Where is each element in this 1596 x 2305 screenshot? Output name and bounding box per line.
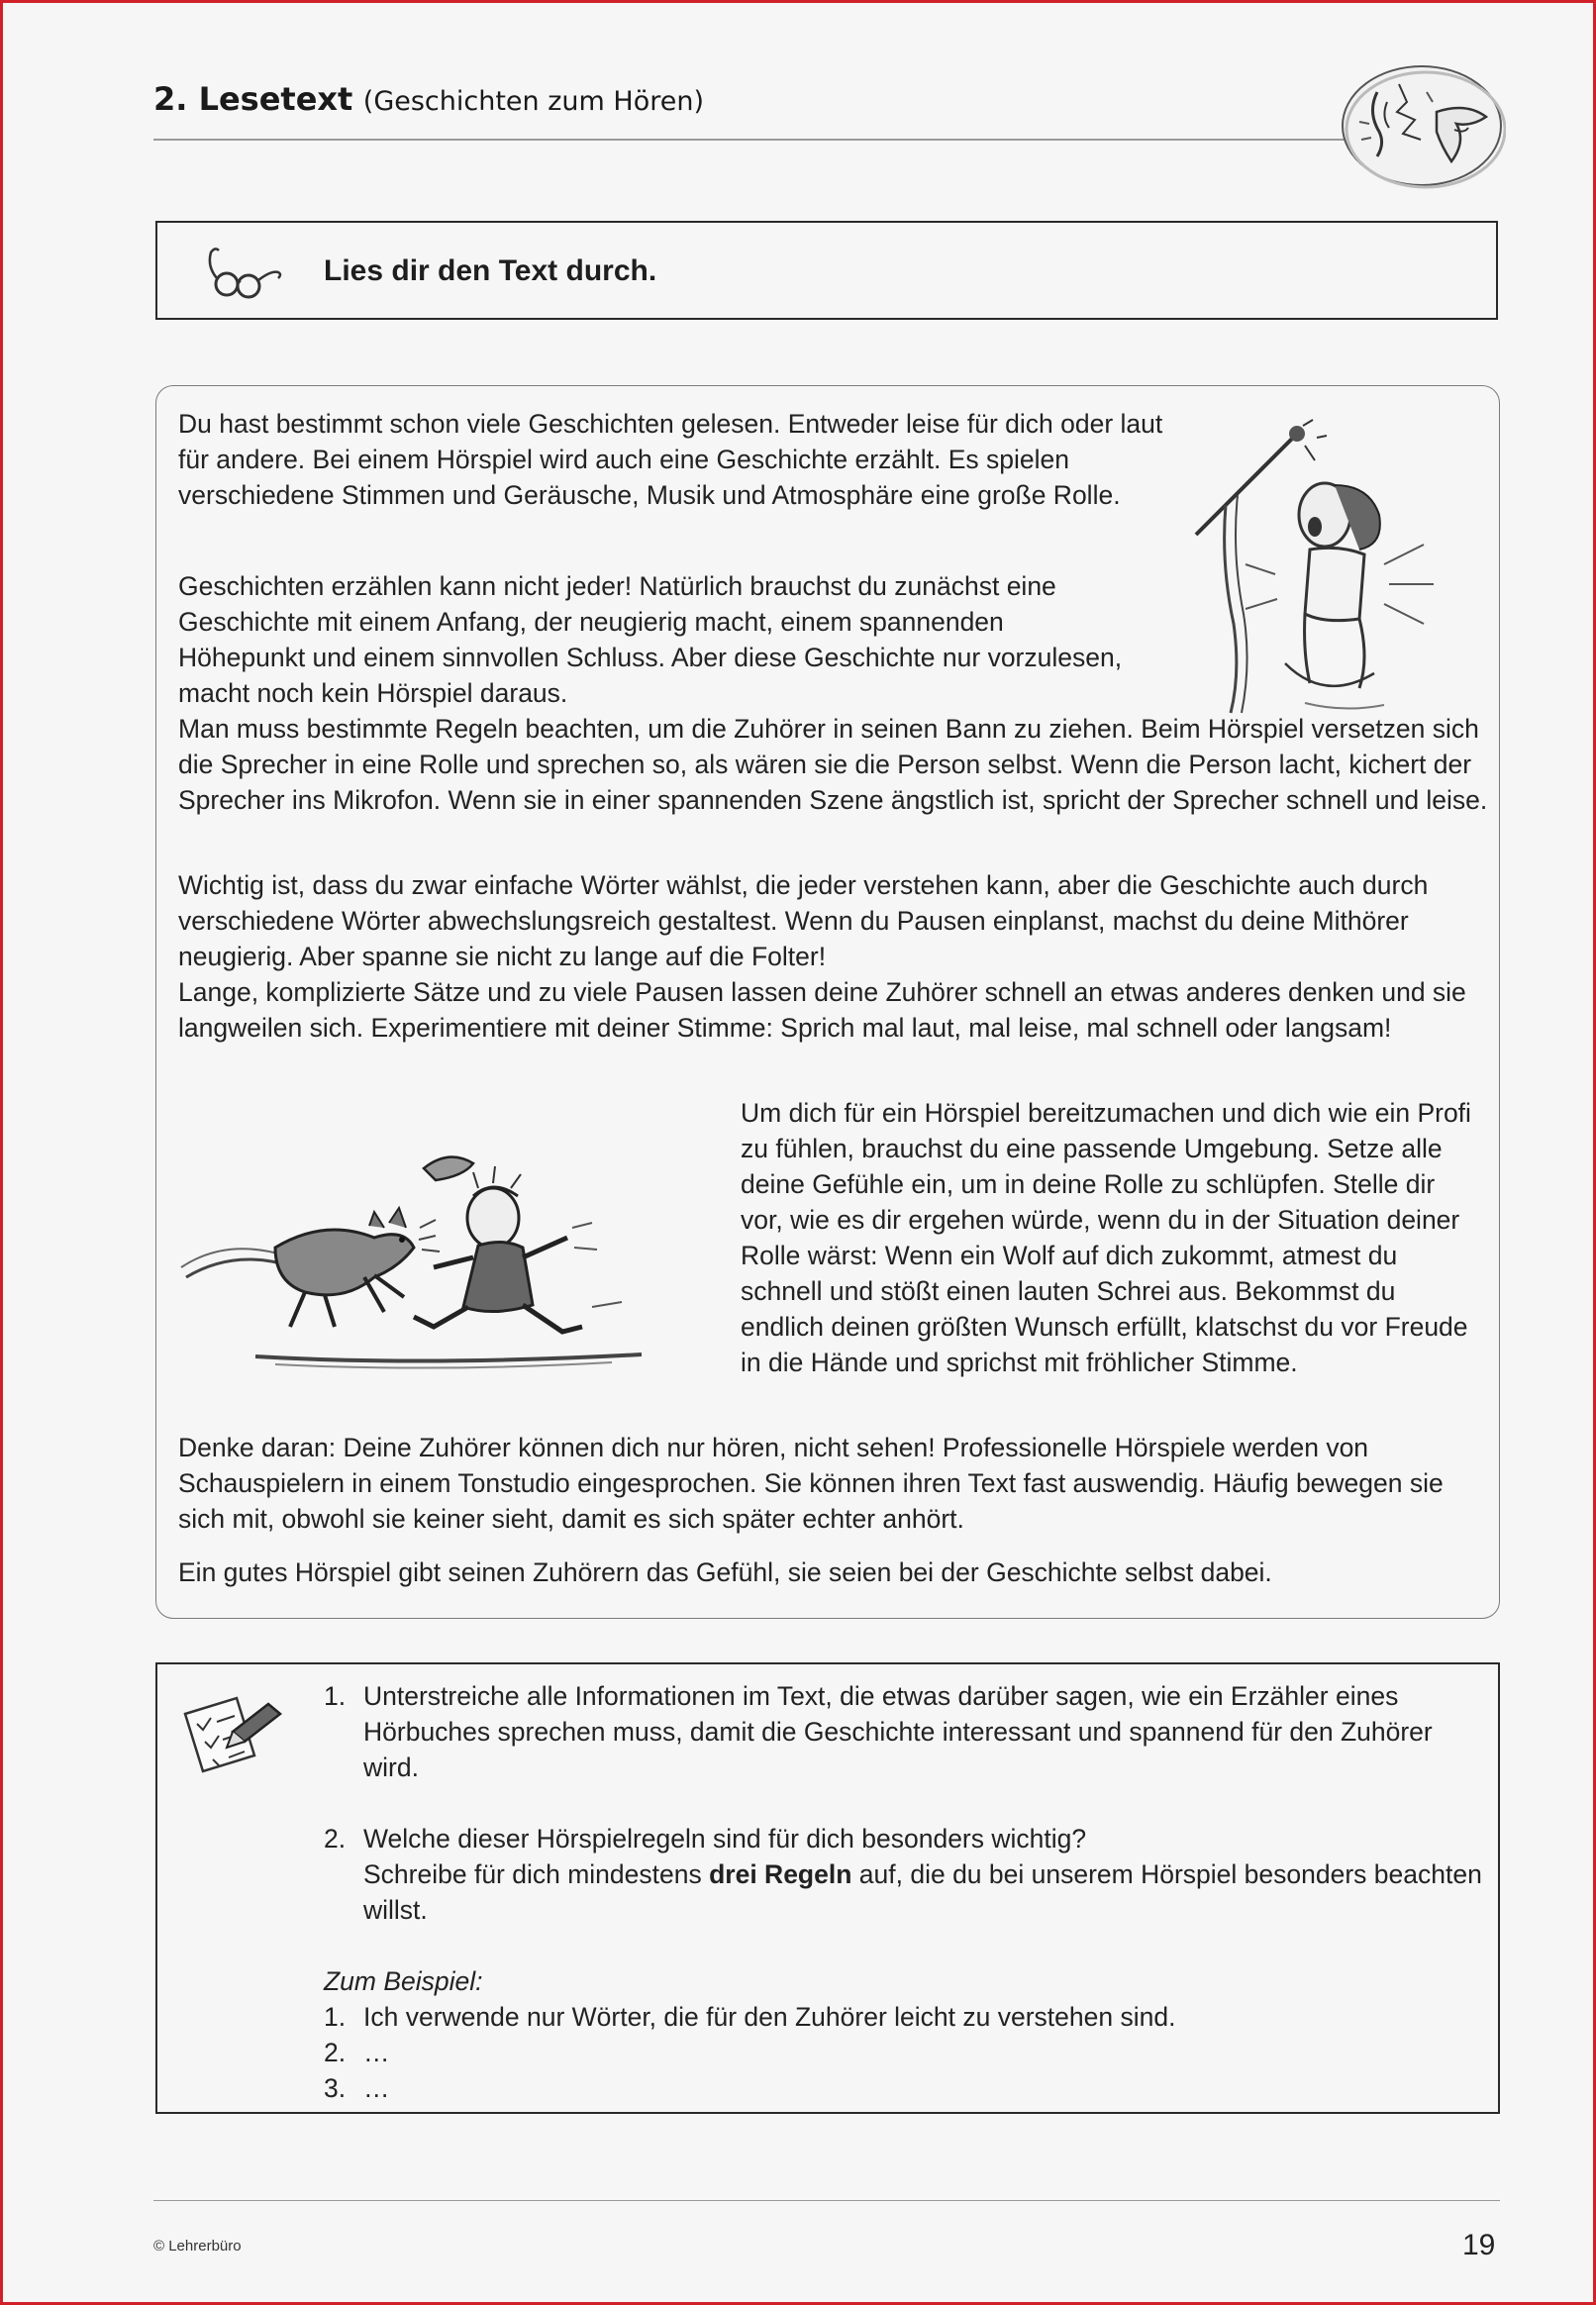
example-item-3: [324, 2070, 1482, 2106]
reading-glasses-icon: [197, 243, 286, 304]
task-1-text: Unterstreiche alle Informationen im Text, die etwas darüber sagen, wie ein Erzähler eines Hörbuches sprechen muss, damit die Geschichte interessant und spannend für den Zuhörer wird.: [363, 1681, 1433, 1782]
header-divider: [153, 139, 1351, 141]
example-item-3-text: …: [363, 2073, 390, 2103]
task-1-number: 1.: [324, 1681, 347, 1711]
task-2: [324, 1821, 1482, 1928]
footer-divider: [153, 2200, 1500, 2201]
example-item-1: [324, 1999, 1482, 2035]
page-number: 19: [1462, 2229, 1496, 2261]
example-label: Zum Beispiel:: [324, 1966, 483, 1996]
example-item-2-text: …: [363, 2038, 390, 2067]
footer-copyright: © Lehrerbüro: [153, 2238, 242, 2255]
task-2-line-1: Welche dieser Hörspielregeln sind für dich besonders wichtig?: [363, 1824, 1087, 1854]
page-header: [153, 80, 1351, 118]
reading-text-box: [155, 385, 1500, 1619]
page-subtitle: (Geschichten zum Hören): [362, 86, 704, 117]
wolf-chasing-boy-illustration: [176, 1129, 691, 1376]
instruction-box: [155, 221, 1498, 320]
paragraph-intro: Du hast bestimmt schon viele Geschichten gelesen. Entweder leise für dich oder laut für andere. Bei einem Hörspiel wird auch eine Geschichte erzählt. Es spielen verschiedene Stimmen und Geräusche, Musik und Atmosphäre eine große Rolle.: [178, 409, 1163, 510]
task-2-text-bold: drei Regeln: [709, 1859, 852, 1889]
task-box: [155, 1662, 1500, 2114]
example-item-2-number: 2.: [324, 2038, 347, 2067]
example-item-1-number: 1.: [324, 2002, 347, 2032]
paragraph-words-a: Wichtig ist, dass du zwar einfache Wörter wählst, die jeder verstehen kann, aber die Geschichte auch durch verschiedene Wörter abwechslungsreich gestaltest. Wenn du Pausen einplanst, machst du deine Mithörer neugierig. Aber spanne sie nicht zu lange auf die Folter!: [178, 870, 1429, 971]
example-item-2: [324, 2035, 1482, 2070]
paragraph-listeners: Denke daran: Deine Zuhörer können dich nur hören, nicht sehen! Professionelle Hörspiele werden von Schauspielern in einem Tonstudio eingesprochen. Sie können ihren Text fast auswendig. Häufig bewegen sie sich mit, obwohl sie keiner sieht, damit es sich später echter anhört.: [178, 1433, 1444, 1534]
task-2-text-pre: Schreibe für dich mindestens: [363, 1859, 710, 1889]
example-item-1-text: Ich verwende nur Wörter, die für den Zuhörer leicht zu verstehen sind.: [363, 2002, 1176, 2032]
example-item-3-number: 3.: [324, 2073, 347, 2103]
singer-microphone-illustration: [1186, 416, 1453, 723]
paragraph-storytelling-b: Man muss bestimmte Regeln beachten, um die Zuhörer in seinen Bann zu ziehen. Beim Hörspiel versetzen sich die Sprecher in eine Rolle und sprechen so, als wären sie die Person selbst. Wenn die Person lacht, kichert der Sprecher ins Mikrofon. Wenn sie in einer spannenden Szene ängstlich ist, spricht der Sprecher schnell und leise.: [178, 714, 1488, 815]
task-2-number: 2.: [324, 1824, 347, 1854]
task-2-text-post: auf, die du bei unserem Hörspiel besonders beachten willst.: [363, 1859, 1482, 1925]
task-list: [324, 1678, 1482, 2106]
worksheet-pencil-icon: [177, 1684, 286, 1783]
paragraph-conclusion: Ein gutes Hörspiel gibt seinen Zuhörern das Gefühl, sie seien bei der Geschichte selbst dabei.: [178, 1557, 1272, 1587]
paragraph-storytelling-a: Geschichten erzählen kann nicht jeder! Natürlich brauchst du zunächst eine Geschichte mit einem Anfang, der neugierig macht, einem spannenden Höhepunkt und einem sinnvollen Schluss. Aber diese Geschichte nur vorzulesen, macht noch kein Hörspiel daraus.: [178, 571, 1123, 708]
task-1: [324, 1678, 1482, 1785]
task-2-line-2: [363, 1856, 1482, 1928]
paragraph-environment: Um dich für ein Hörspiel bereitzumachen und dich wie ein Profi zu fühlen, brauchst du eine passende Umgebung. Setze alle deine Gefühle ein, um in deine Rolle zu schlüpfen. Stelle dir vor, wie es dir ergehen würde, wenn du in der Situation deiner Rolle wärst: Wenn ein Wolf auf dich zukommt, atmest du schnell und stößt einen lauten Schrei aus. Bekommst du endlich deinen größten Wunsch erfüllt, klatschst du vor Freude in die Hände und sprichst mit fröhlicher Stimme.: [741, 1098, 1471, 1377]
paragraph-words-b: Lange, komplizierte Sätze und zu viele Pausen lassen deine Zuhörer schnell an etwas anderes denken und sie langweilen sich. Experimentiere mit deiner Stimme: Sprich mal laut, mal leise, mal schnell oder langsam!: [178, 977, 1466, 1043]
paragraph-words: [178, 867, 1490, 1046]
instruction-text: Lies dir den Text durch.: [324, 254, 657, 287]
ear-mouth-emblem-icon: [1338, 62, 1506, 189]
page-title: 2. Lesetext: [153, 80, 353, 118]
